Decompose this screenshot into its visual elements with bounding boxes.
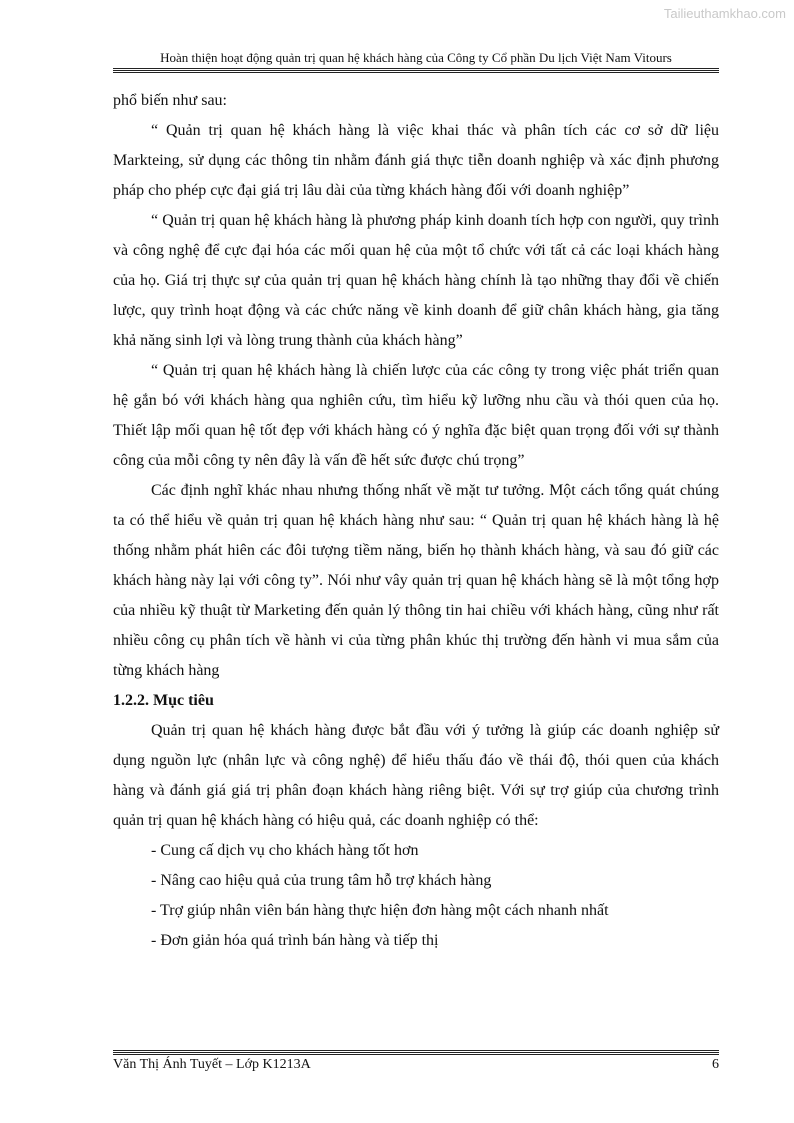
page-content [113, 86, 719, 956]
summary-paragraph: Các định nghĩ khác nhau nhưng thống nhất về mặt tư tưởng. Một cách tổng quát chúng ta có thể hiểu về quản trị quan hệ khách hàng như sau: “ Quản trị quan hệ khách hàng là hệ thống nhằm phát hiên các đôi tượng tiềm năng, biến họ thành khách hàng, và sau đó giữ các khách hàng này lại với công ty”. Nói như vây quản trị quan hệ khách hàng sẽ là một tổng hợp của nhiều kỹ thuật từ Marketing đến quản lý thông tin hai chiều với khách hàng, cũng như rất nhiều công cụ phân tích về hành vi của từng phân khúc thị trường đến hành vi mua sắm của từng khách hàng [113, 482, 719, 679]
objective-paragraph: Quản trị quan hệ khách hàng được bắt đầu với ý tưởng là giúp các doanh nghiệp sử dụng nguồn lực (nhân lực và công nghệ) để hiểu thấu đáo về thái độ, thói quen của khách hàng và đánh giá giá trị phân đoạn khách hàng riêng biệt. Với sự trợ giúp của chương trình quản trị quan hệ khách hàng có hiệu quả, các doanh nghiệp có thể: [113, 722, 719, 829]
footer-author: Văn Thị Ánh Tuyết – Lớp K1213A [113, 1057, 311, 1072]
list-item: - Nâng cao hiệu quả của trung tâm hỗ trợ khách hàng [151, 872, 492, 889]
list-item: - Trợ giúp nhân viên bán hàng thực hiện đơn hàng một cách nhanh nhất [151, 902, 609, 919]
intro-paragraph: phổ biến như sau: [113, 92, 227, 109]
page-number: 6 [712, 1057, 719, 1072]
footer-rule [113, 1050, 719, 1055]
header-rule [113, 68, 719, 73]
definition-quote-3: “ Quản trị quan hệ khách hàng là chiến lược của các công ty trong việc phát triển quan hệ gắn bó với khách hàng qua nghiên cứu, tìm hiểu kỹ lưỡng nhu cầu và thói quen của họ. Thiết lập mối quan hệ tốt đẹp với khách hàng có ý nghĩa đặc biệt quan trọng đối với sự thành công của mỗi công ty nên đây là vấn đề hết sức được chú trọng” [113, 362, 719, 469]
definition-quote-1: “ Quản trị quan hệ khách hàng là việc khai thác và phân tích các cơ sở dữ liệu Markteing, sử dụng các thông tin nhằm đánh giá thực tiễn doanh nghiệp và xác định phương pháp cho phép cực đại giá trị lâu dài của từng khách hàng đối với doanh nghiệp” [113, 122, 719, 199]
section-heading: 1.2.2. Mục tiêu [113, 692, 214, 709]
page-footer [113, 1057, 719, 1073]
definition-quote-2: “ Quản trị quan hệ khách hàng là phương pháp kinh doanh tích hợp con người, quy trình và công nghệ để cực đại hóa các mối quan hệ của một tổ chức với tất cả các loại khách hàng của họ. Giá trị thực sự của quản trị quan hệ khách hàng chính là tạo những thay đổi về chiến lược, quy trình hoạt động và các chức năng về kinh doanh để giữ chân khách hàng, gia tăng khả năng sinh lợi và lòng trung thành của khách hàng” [113, 212, 719, 349]
list-item: - Đơn giản hóa quá trình bán hàng và tiếp thị [151, 932, 439, 949]
list-item: - Cung cấ dịch vụ cho khách hàng tốt hơn [151, 842, 419, 859]
watermark: Tailieuthamkhao.com [663, 6, 786, 21]
running-header: Hoàn thiện hoạt động quản trị quan hệ khách hàng của Công ty Cổ phần Du lịch Việt Nam Vitours [160, 50, 672, 65]
